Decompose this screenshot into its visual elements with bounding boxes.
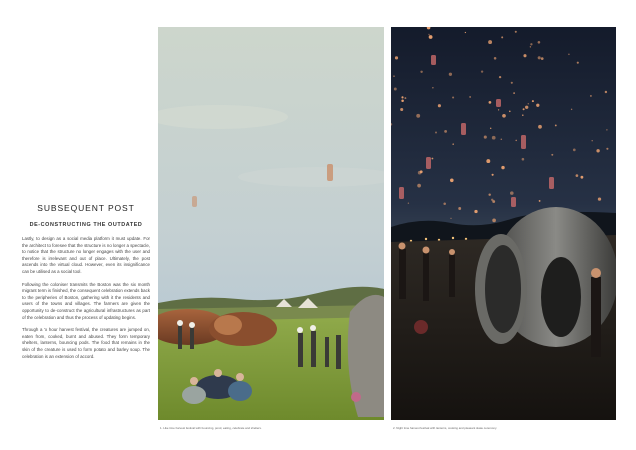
section-subtitle: DE-CONSTRUCTING THE OUTDATED [29, 222, 143, 228]
page-title: SUBSEQUENT POST [37, 203, 135, 213]
text-column [22, 203, 150, 366]
paragraph-2: Following the coloniser transmits the Boston was the six month migrant term is finished, the consequent celebration extends back to the peripheries of Boston, gathering with it the residents and users of the towns and villages. The farmers are given the opportunity to de-construct the agricultural infrastructures as part of the celebration and thus the process of updating begins. [22, 281, 150, 320]
paragraph-1: Lastly, to design as a social media platform it must update. For the architect to foresee that the structure is no longer a spectacle, to notice that the structure no longer engages with the user and therefore is irrelevant and out of place. Ultimately, the post ascends into the virtual cloud. However, even its insignificance can be utilised as a social tool. [22, 236, 150, 274]
caption-day: 1. Like time harvest festival with bouncing, pond, eating, celebrate and shelters. [160, 426, 262, 430]
paragraph-3: Through a 'x hour harvest festival, the creatures are jumped on, eaten from, cooked, burnt and abused. They form temporary shelters, lanterns, bouncing pods. The food that remains in the skin of the creature is used to form potato and barley soup. The celebration is an extension of accord. [22, 327, 150, 359]
caption-night: 2. Night time harvest festival with lanterns, cooking and pleasant skate ceremony. [393, 426, 498, 430]
night-festival-image [391, 27, 616, 420]
day-festival-image [158, 27, 384, 420]
